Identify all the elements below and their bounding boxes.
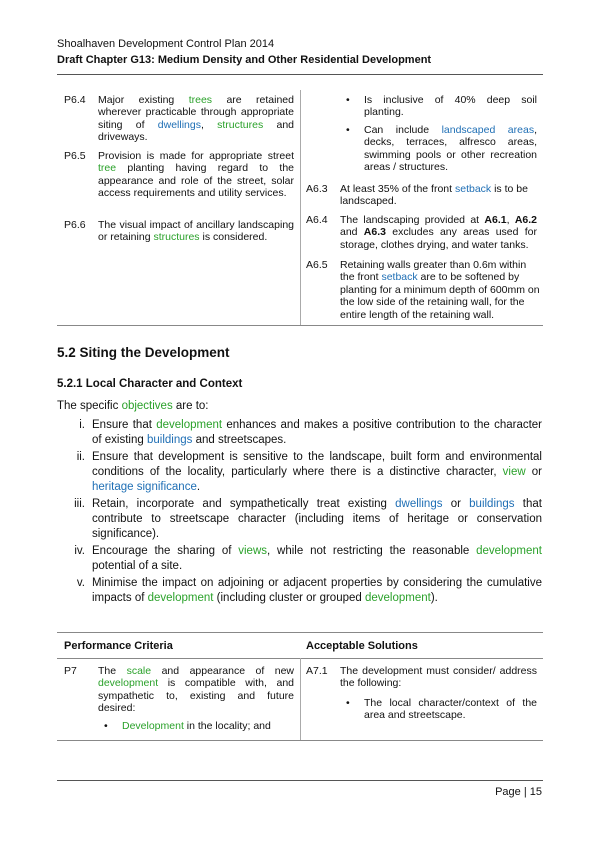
solution-code: A7.1 — [306, 665, 328, 677]
objectives-list — [57, 418, 542, 608]
criterion-p7: The scale and appearance of new development is compatible with, and sympathetic to, existing and future desired: • Development in the locality; and — [98, 665, 294, 737]
criterion-code: P6.5 — [64, 150, 86, 162]
list-item: • Development in the locality; and — [98, 720, 294, 732]
solution-code: A6.4 — [306, 214, 328, 226]
table-column-divider — [300, 658, 301, 740]
solution-code: A6.5 — [306, 259, 328, 271]
table-top-rule — [57, 632, 543, 633]
solution-code: A6.3 — [306, 183, 328, 195]
list-item: v. Minimise the impact on adjoining or adjacent properties by considering the cumulative impacts of development (including cluster or grouped development). — [76, 577, 542, 604]
list-item: iv. Encourage the sharing of views, while not restricting the reasonable development potential of a site. — [74, 545, 542, 572]
solution-bullets — [340, 94, 537, 178]
subsection-heading: 5.2.1 Local Character and Context — [57, 378, 243, 390]
criterion-code: P7 — [64, 665, 77, 677]
footer-rule — [57, 780, 543, 781]
criterion-p6-5: Provision is made for appropriate street tree planting having regard to the appearance and role of the street, solar access requirements and utility services. — [98, 150, 294, 200]
page-number: Page | 15 — [495, 786, 542, 798]
table-bottom-rule — [57, 325, 543, 326]
criterion-p6-6: The visual impact of ancillary landscaping or retaining structures is considered. — [98, 219, 294, 244]
criterion-code: P6.6 — [64, 219, 86, 231]
list-item: i. Ensure that development enhances and makes a positive contribution to the character of existing buildings and streetscapes. — [79, 419, 543, 446]
list-item: • The local character/context of the area and streetscape. — [340, 697, 537, 722]
solution-a6-5: Retaining walls greater than 0.6m within the front setback are to be softened by planting for a minimum depth of 600mm on the low side of the retaining wall, for the entire length of the retaining wall. — [340, 259, 540, 321]
column-header-performance: Performance Criteria — [64, 640, 173, 652]
column-header-solutions: Acceptable Solutions — [306, 640, 418, 652]
header-rule — [57, 74, 543, 75]
chapter-title: Draft Chapter G13: Medium Density and Other Residential Development — [57, 54, 432, 66]
section-heading: 5.2 Siting the Development — [57, 345, 230, 360]
solution-a6-4: The landscaping provided at A6.1, A6.2 and A6.3 excludes any areas used for storage, clothes drying, and water tanks. — [340, 214, 537, 251]
criterion-code: P6.4 — [64, 94, 86, 106]
solution-a6-3: At least 35% of the front setback is to be landscaped. — [340, 183, 528, 208]
document-header-title: Shoalhaven Development Control Plan 2014 — [57, 38, 275, 50]
list-item: • Is inclusive of 40% deep soil planting. — [340, 94, 537, 119]
criterion-p6-4: Major existing trees are retained wherever practicable through appropriate siting of dwellings, structures and driveways. — [98, 94, 295, 144]
list-item: • Can include landscaped areas, decks, terraces, alfresco areas, swimming pools or other recreation areas / structures. — [340, 124, 537, 174]
objectives-intro: The specific objectives are to: — [57, 400, 209, 412]
list-item: iii. Retain, incorporate and sympathetically treat existing dwellings or buildings that contribute to streetscape character (including items of heritage or conservation significance). — [74, 498, 542, 540]
table-bottom-rule — [57, 740, 543, 741]
list-item: ii. Ensure that development is sensitive to the landscape, built form and environmental conditions of the locality, particularly where there is a distinctive character, view or heritage significance. — [76, 451, 543, 493]
table-column-divider — [300, 90, 301, 325]
solution-a7-1: The development must consider/ address the following: • The local character/context of the area and streetscape. — [340, 665, 537, 727]
